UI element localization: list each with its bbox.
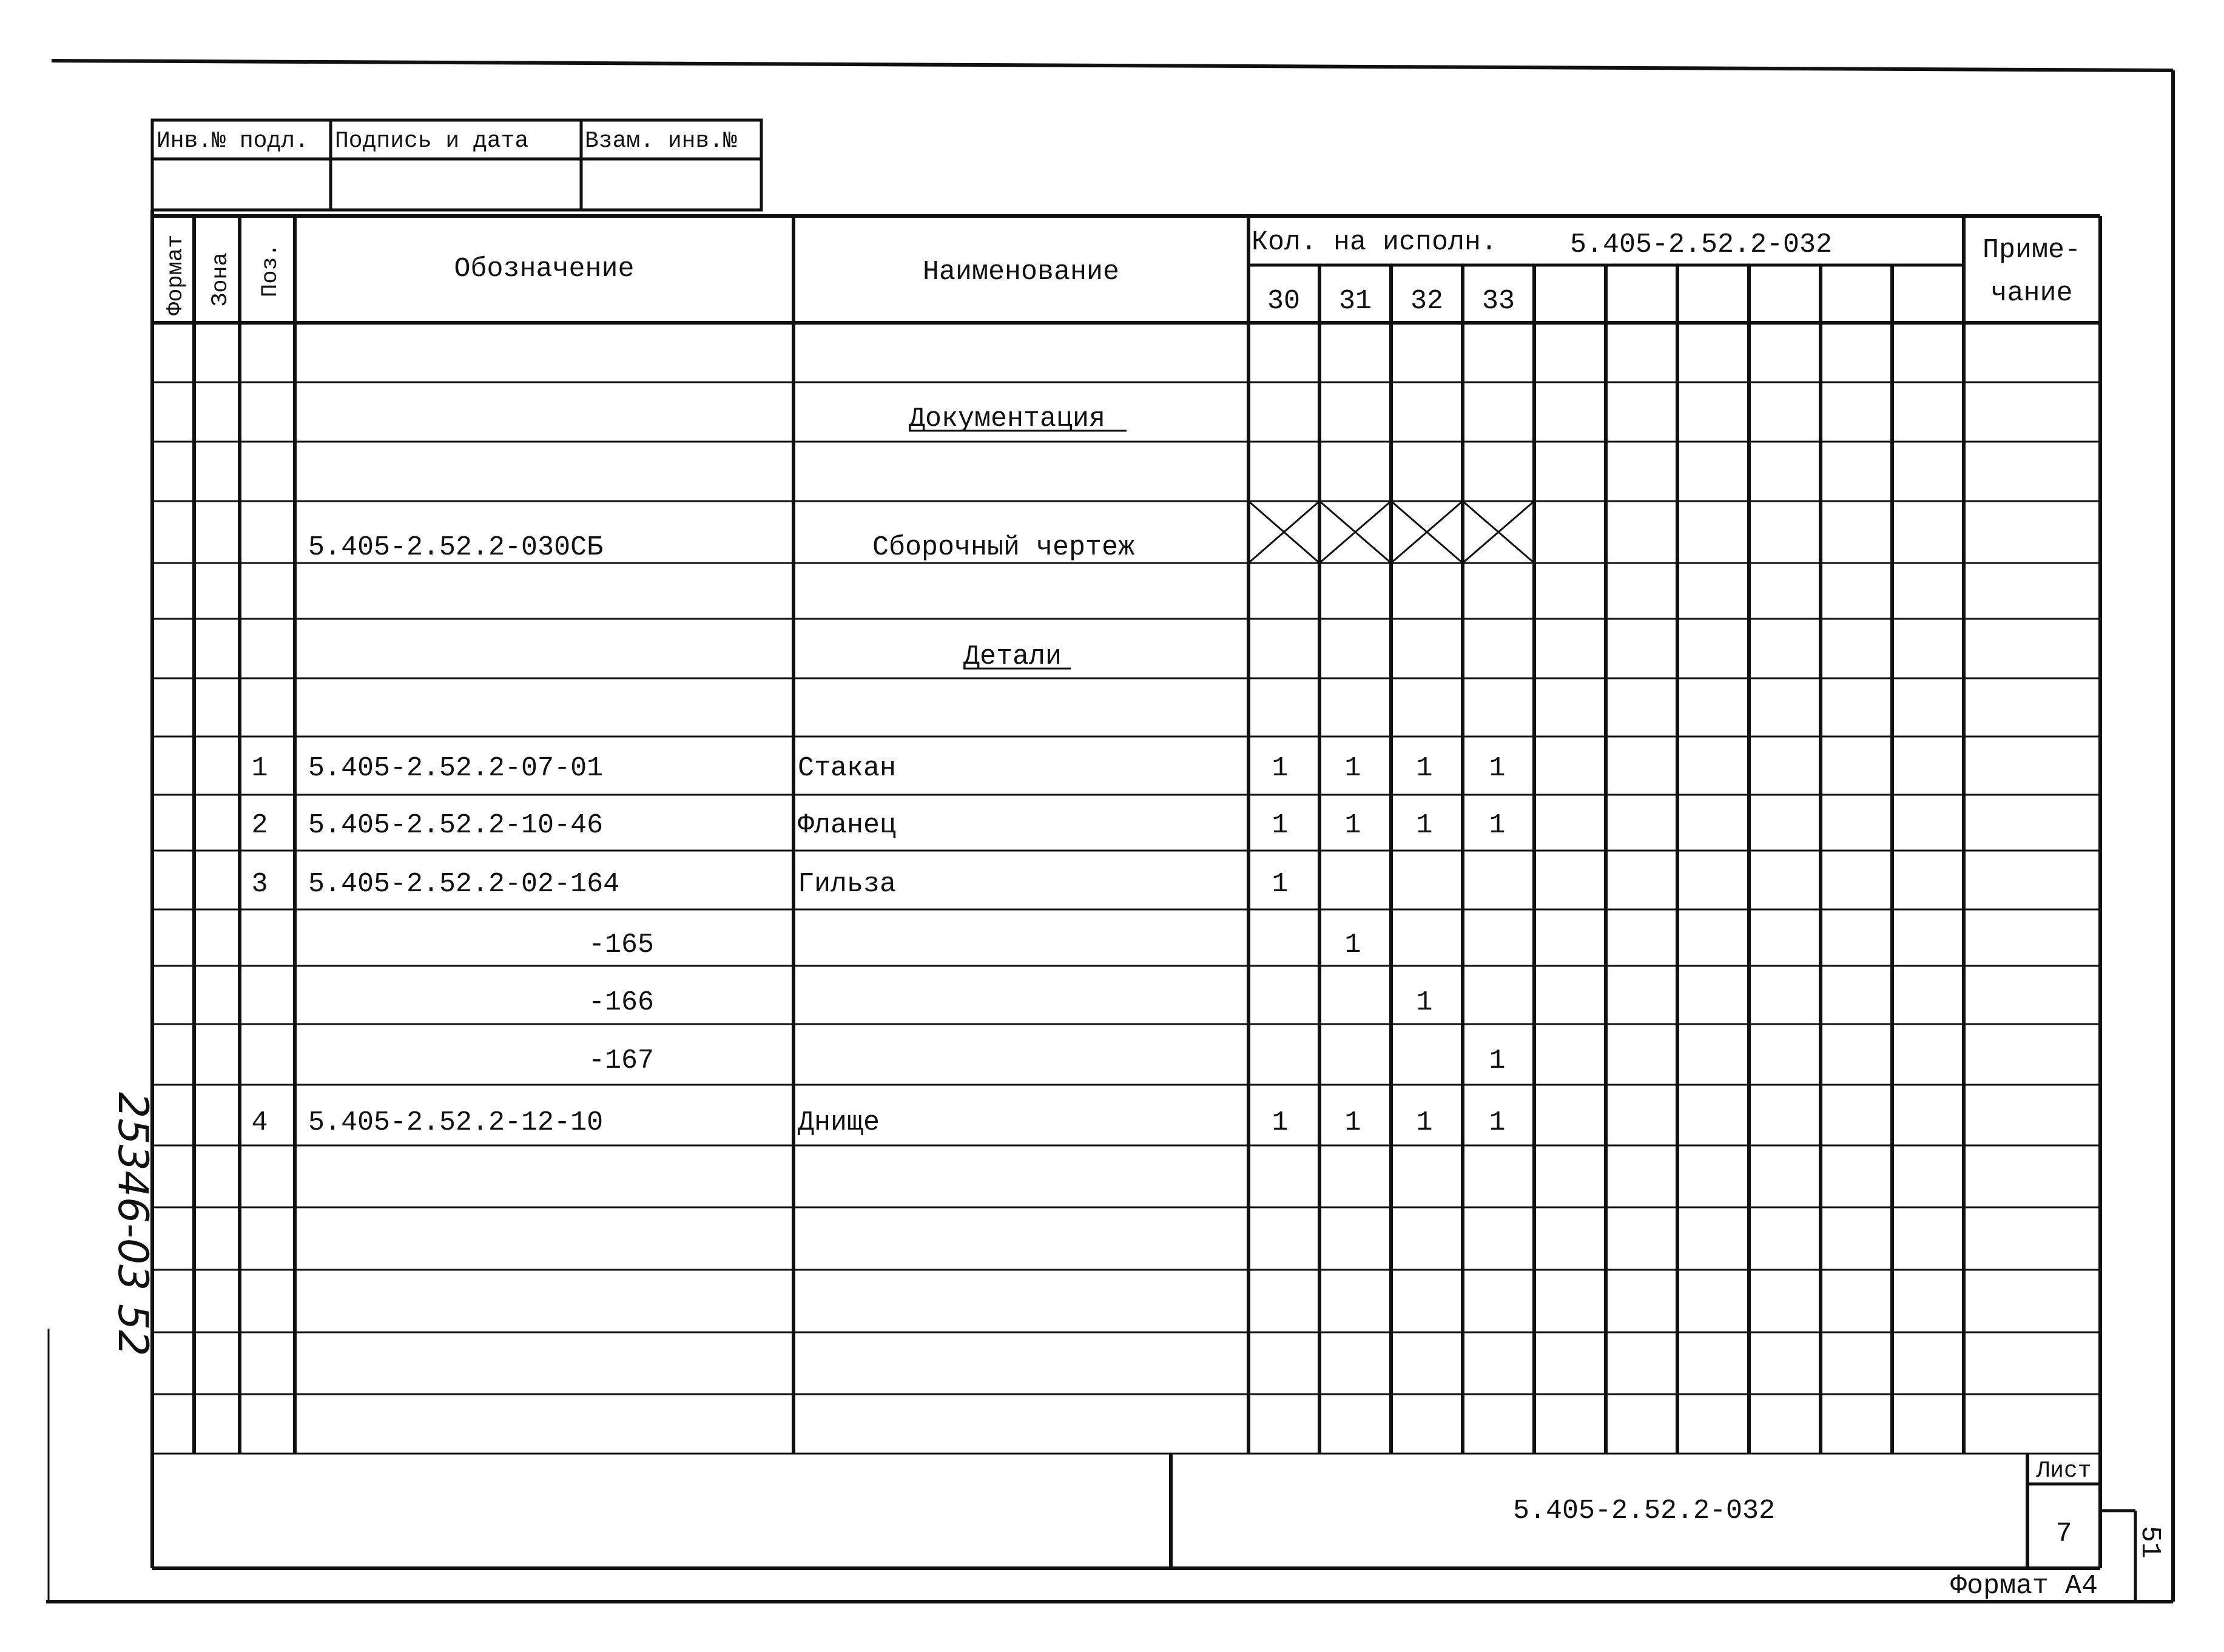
list-number: 7 (2055, 1519, 2072, 1549)
row-oboznachenie: -166 (588, 987, 654, 1018)
col-zona-label: Зона (208, 252, 234, 306)
row-qty-31: 1 (1344, 810, 1361, 841)
row-qty-30: 1 (1272, 753, 1289, 784)
row-naimenovanie: Фланец (798, 810, 897, 841)
table-grid (152, 210, 2135, 1602)
col-naimenovanie-label: Наименование (922, 257, 1120, 288)
col-format-label: Формат (163, 234, 189, 315)
row-qty-33: 1 (1489, 1045, 1506, 1076)
col-primechanie-label-2: чание (1990, 278, 2073, 309)
col-primechanie-label-1: Приме- (1982, 235, 2081, 266)
row-poz: 2 (251, 810, 268, 841)
inv-podl-label: Инв.№ подл. (157, 128, 309, 154)
table-body (251, 403, 1505, 1138)
row-oboznachenie: 5.405-2.52.2-07-01 (308, 753, 604, 784)
row-qty-32: 1 (1416, 1107, 1433, 1138)
ispoln-number: 31 (1338, 286, 1372, 317)
row-poz: 3 (251, 869, 268, 900)
row-qty-31: 1 (1344, 1107, 1361, 1138)
table-row (588, 987, 1433, 1018)
row-qty-32: 1 (1416, 753, 1433, 784)
row-qty-32: 1 (1416, 987, 1433, 1018)
row-qty-31: 1 (1344, 929, 1361, 960)
row-qty-32: 1 (1416, 810, 1433, 841)
ispoln-number: 30 (1267, 286, 1301, 317)
row-naimenovanie: Стакан (798, 753, 897, 784)
table-header (163, 227, 2081, 317)
row-oboznachenie: -167 (588, 1045, 654, 1076)
list-label: Лист (2036, 1458, 2092, 1484)
handwritten-note: 25346-03 52 (109, 1092, 157, 1357)
row-oboznachenie: 5.405-2.52.2-10-46 (308, 810, 604, 841)
assembly-naimenovanie: Сборочный чертеж (872, 532, 1135, 563)
assembly-oboznachenie: 5.405-2.52.2-030СБ (308, 532, 604, 563)
table-row (251, 753, 1505, 784)
section-documentation: Документация (909, 403, 1106, 434)
row-qty-30: 1 (1272, 869, 1289, 900)
ispoln-number: 33 (1481, 286, 1515, 317)
col-poz-label: Поз. (258, 243, 283, 297)
row-oboznachenie: 5.405-2.52.2-12-10 (308, 1107, 604, 1138)
row-oboznachenie: 5.405-2.52.2-02-164 (308, 869, 620, 900)
table-row (588, 1045, 1506, 1076)
row-poz: 1 (251, 753, 268, 784)
podpis-data-label: Подпись и дата (335, 128, 529, 154)
section-details: Детали (963, 641, 1062, 672)
table-row (251, 1107, 1505, 1138)
row-naimenovanie: Днище (798, 1107, 880, 1138)
row-qty-33: 1 (1489, 1107, 1506, 1138)
ispoln-number: 32 (1410, 286, 1444, 317)
page-number: 51 (2134, 1525, 2165, 1559)
title-block (1513, 1458, 2092, 1549)
table-row (251, 810, 1505, 841)
row-qty-33: 1 (1489, 753, 1506, 784)
col-kol-label: Кол. на исполн. (1252, 227, 1498, 258)
row-poz: 4 (251, 1107, 268, 1138)
format-label: Формат А4 (1950, 1571, 2098, 1602)
row-qty-30: 1 (1272, 1107, 1289, 1138)
document-code: 5.405-2.52.2-032 (1512, 1495, 1776, 1526)
col-oboznachenie-label: Обозначение (454, 254, 635, 285)
row-qty-30: 1 (1272, 810, 1289, 841)
row-oboznachenie: -165 (588, 929, 654, 960)
row-qty-31: 1 (1344, 753, 1361, 784)
top-stamp-block (152, 120, 761, 210)
table-row (251, 869, 1288, 900)
col-ispoln-code: 5.405-2.52.2-032 (1570, 229, 1833, 260)
table-row (588, 929, 1361, 960)
row-naimenovanie: Гильза (798, 869, 897, 900)
row-qty-33: 1 (1489, 810, 1506, 841)
vzam-inv-label: Взам. инв.№ (585, 128, 737, 154)
